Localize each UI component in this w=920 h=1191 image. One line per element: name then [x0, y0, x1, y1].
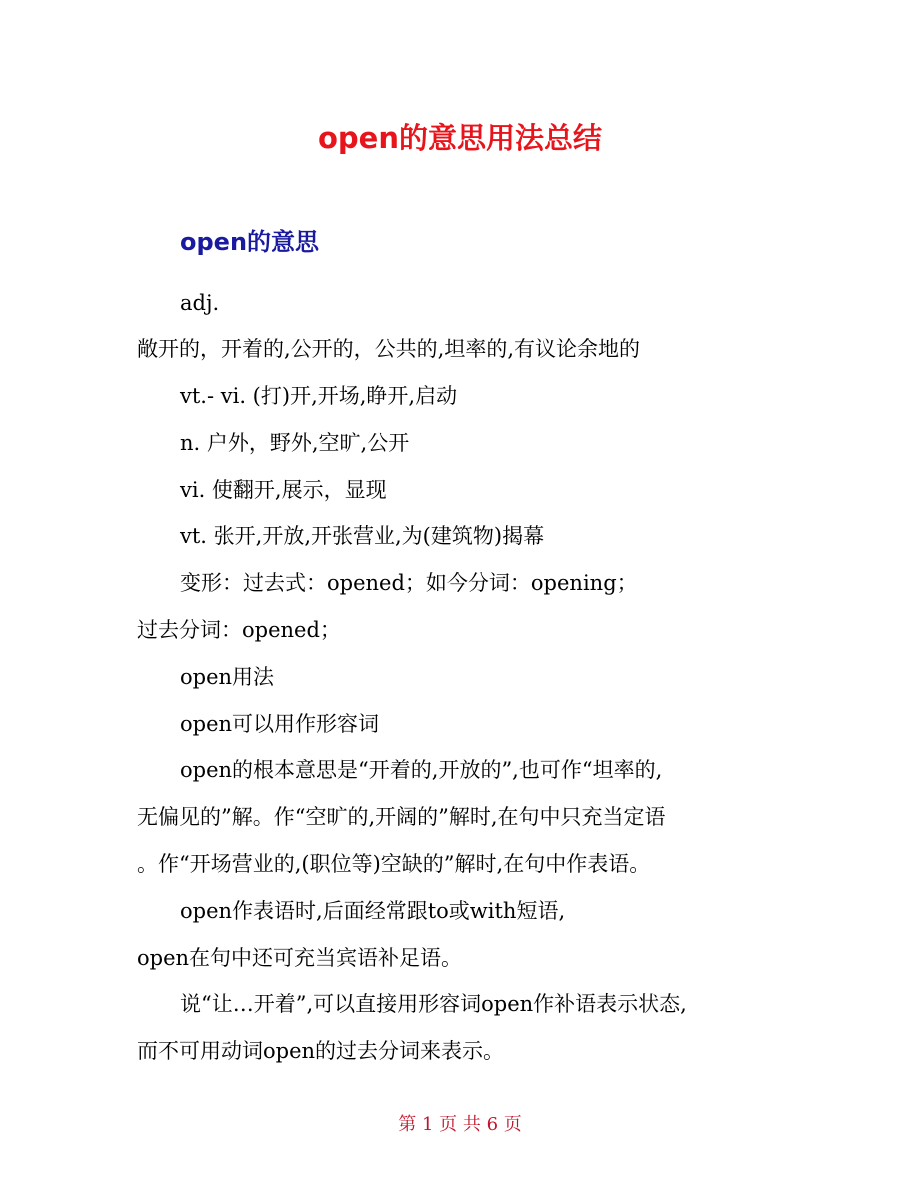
page-number-footer: 第 1 页 共 6 页 — [398, 1114, 522, 1135]
text-line-usage-heading: open用法 — [180, 665, 275, 689]
text-line-predicative: 。作“开场营业的,(职位等)空缺的”解时,在句中作表语。 — [137, 852, 651, 876]
text-line-attributive: 无偏见的”解。作“空旷的,开阔的”解时,在句中只充当定语 — [137, 805, 666, 829]
text-line-basic-meaning: open的根本意思是“开着的,开放的”,也可作“坦率的, — [180, 758, 663, 782]
text-line-vt: vt. 张开,开放,开张营业,为(建筑物)揭幕 — [180, 524, 545, 548]
text-line-keep-open: 说“让…开着”,可以直接用形容词open作补语表示状态, — [180, 992, 687, 1016]
section-heading: open的意思 — [180, 228, 320, 256]
text-line-complement: open在句中还可充当宾语补足语。 — [137, 946, 463, 970]
text-line-not-participle: 而不可用动词open的过去分词来表示。 — [137, 1039, 505, 1063]
text-line-adjective-use: open可以用作形容词 — [180, 712, 380, 736]
text-line-adj-meanings: 敞开的，开着的,公开的，公共的,坦率的,有议论余地的 — [137, 337, 641, 361]
text-line-adj: adj. — [180, 291, 220, 315]
text-line-vt-vi: vt.- vi. (打)开,开场,睁开,启动 — [180, 384, 458, 408]
text-line-to-with: open作表语时,后面经常跟to或with短语, — [180, 899, 566, 923]
text-line-past-participle: 过去分词：opened； — [137, 618, 341, 642]
page-title: open的意思用法总结 — [318, 121, 602, 155]
text-line-vi: vi. 使翻开,展示，显现 — [180, 478, 387, 502]
text-line-noun: n. 户外，野外,空旷,公开 — [180, 431, 410, 455]
text-line-forms: 变形：过去式：opened；如今分词：opening； — [180, 571, 638, 595]
